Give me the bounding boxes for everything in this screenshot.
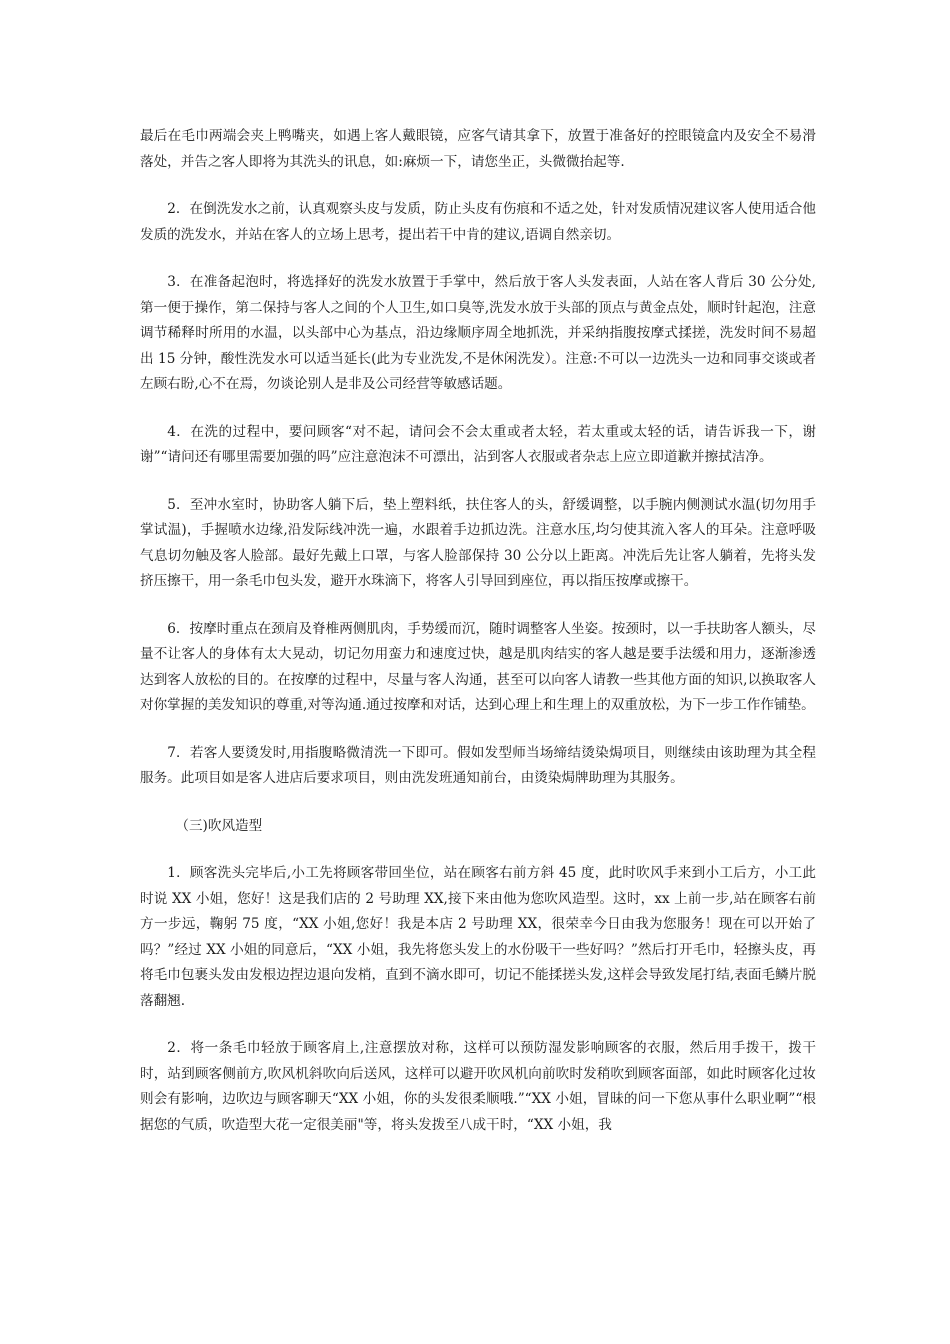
section-heading-blow-dry-styling: （三)吹风造型 xyxy=(175,817,263,834)
paragraph-step-2: 2．在倒洗发水之前，认真观察头皮与发质，防止头皮有伤痕和不适之处，针对发质情况建议客人使用适合他发质的洗发水，并站在客人的立场上思考，提出若干中肯的建议,语调自然亲切。 xyxy=(140,201,816,243)
document-page xyxy=(140,124,816,1160)
paragraph-step-6: 6．按摩时重点在颈肩及脊椎两侧肌肉，手势缓而沉，随时调整客人坐姿。按颈时，以一手扶助客人额头，尽量不让客人的身体有太大晃动，切记勿用蛮力和速度过快，越是肌肉结实的客人越是要手法缓和用力，逐渐渗透达到客人放松的目的。在按摩的过程中，尽量与客人沟通，甚至可以向客人请教一些其他方面的知识,以换取客人对你掌握的美发知识的尊重,对等沟通.通过按摩和对话，达到心理上和生理上的双重放松，为下一步工作作铺垫。 xyxy=(140,620,816,713)
paragraph-step-5: 5．至冲水室时，协助客人躺下后，垫上塑料纸，扶住客人的头，舒缓调整，以手腕内侧测试水温(切勿用手掌试温)，手握喷水边缘,沿发际线冲洗一遍，水跟着手边抓边洗。注意水压,均匀使其流入客人的耳朵。注意呼吸气息切勿触及客人脸部。最好先戴上口罩，与客人脸部保持 30 公分以上距离。冲洗后先让客人躺着，先将头发挤压擦干，用一条毛巾包头发，避开水珠滴下，将客人引导回到座位，再以指压按摩或擦干。 xyxy=(140,496,816,589)
paragraph-step-7: 7．若客人要烫发时,用指腹略微清洗一下即可。假如发型师当场缔结烫染焗项目，则继续由该助理为其全程服务。此项目如是客人进店后要求项目，则由洗发班通知前台，由烫染焗牌助理为其服务。 xyxy=(140,744,816,786)
paragraph-continuation: 最后在毛巾两端会夹上鸭嘴夹，如遇上客人戴眼镜，应客气请其拿下，放置于准备好的控眼镜盒内及安全不易滑落处，并告之客人即将为其洗头的讯息，如:麻烦一下，请您坐正，头微微抬起等. xyxy=(140,128,816,170)
paragraph-blowdry-step-2: 2．将一条毛巾轻放于顾客肩上,注意摆放对称，这样可以预防湿发影响顾客的衣服，然后用手拨干，拨干时，站到顾客侧前方,吹风机斜吹向后送风，这样可以避开吹风机向前吹时发稍吹到顾客面部，如此时顾客化过妆则会有影响，边吹边与顾客聊天“XX 小姐，你的头发很柔顺哦.”“XX 小姐，冒昧的问一下您从事什么职业啊”“根据您的气质，吹造型大花一定很美丽"等，将头发拨至八成干时，“XX 小姐，我 xyxy=(140,1040,816,1133)
paragraph-blowdry-step-1: 1．顾客洗头完毕后,小工先将顾客带回坐位，站在顾客右前方斜 45 度，此时吹风手来到小工后方，小工此时说 XX 小姐，您好！这是我们店的 2 号助理 XX,接下来由他为您吹风造型。这时，xx 上前一步,站在顾客右前方一步远，鞠躬 75 度，“XX 小姐,您好！我是本店 2 号助理 XX，很荣幸今日由我为您服务！现在可以开始了吗？”经过 XX 小姐的同意后，“XX 小姐，我先将您头发上的水份吸干一些好吗？”然后打开毛巾，轻擦头皮，再将毛巾包裹头发由发根边捏边退向发梢，直到不滴水即可，切记不能揉搓头发,这样会导致发尾打结,表面毛鳞片脱落翻翘. xyxy=(140,865,816,1009)
paragraph-step-4: 4．在洗的过程中，要问顾客“对不起，请问会不会太重或者太轻，若太重或太轻的话，请告诉我一下，谢谢”“请问还有哪里需要加强的吗”应注意泡沫不可漂出，沾到客人衣服或者杂志上应立即道歉并擦拭洁净。 xyxy=(140,423,816,465)
paragraph-step-3: 3．在准备起泡时，将选择好的洗发水放置于手掌中，然后放于客人头发表面，人站在客人背后 30 公分处,第一便于操作，第二保持与客人之间的个人卫生,如口臭等,洗发水放于头部的顶点与黄金点处，顺时针起泡，注意调节稀释时所用的水温，以头部中心为基点，沿边缘顺序周全地抓洗，并采纳指腹按摩式揉搓，洗发时间不易超出 15 分钟，酸性洗发水可以适当延长(此为专业洗发,不是休闲洗发）。注意:不可以一边洗头一边和同事交谈或者左顾右盼,心不在焉，勿谈论别人是非及公司经营等敏感话题。 xyxy=(140,274,816,392)
